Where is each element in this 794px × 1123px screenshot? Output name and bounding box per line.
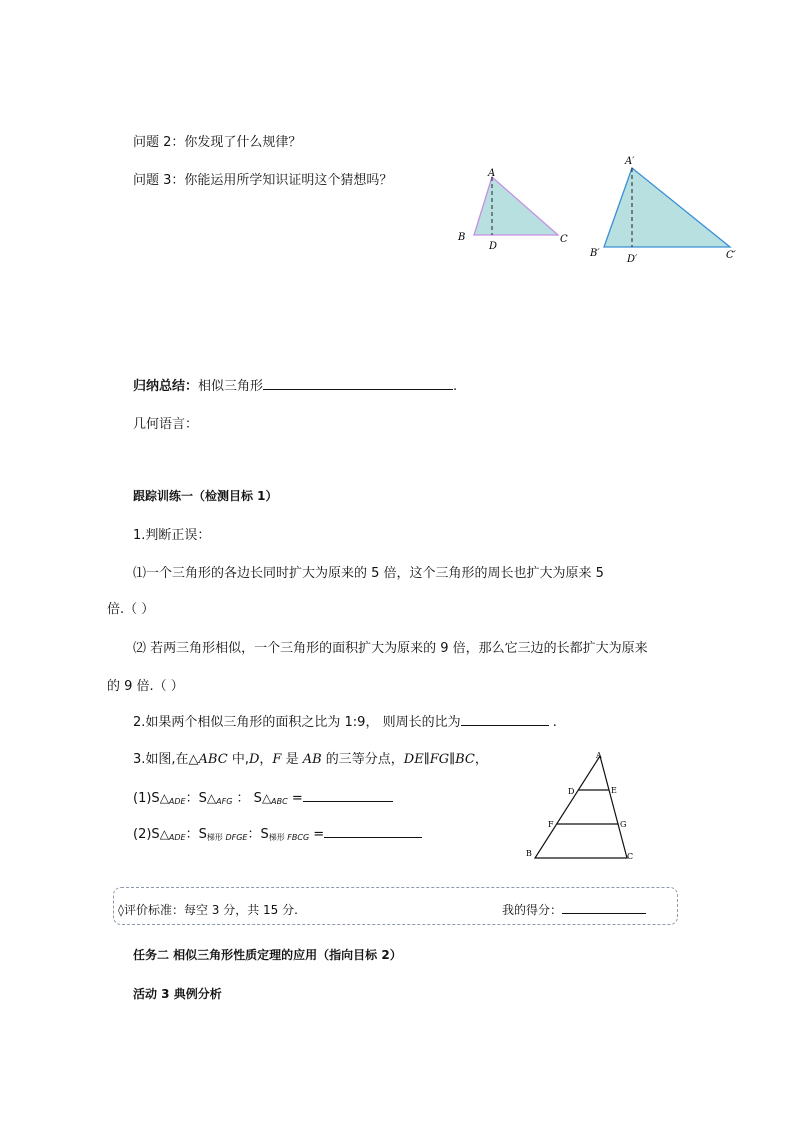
triangle-abc-prime-figure bbox=[585, 150, 750, 265]
item-3-1 bbox=[133, 787, 393, 806]
question-2: 问题 2：你发现了什么规律？ bbox=[133, 135, 302, 150]
q3-1-sub-abc: ABC bbox=[271, 797, 288, 806]
label-a-prime: A′ bbox=[625, 156, 635, 167]
triangle-abc-prime-shape bbox=[604, 168, 730, 247]
item-1-1-line-a: ⑴一个三角形的各边长同时扩大为原来的 5 倍，这个三角形的周长也扩大为原来 5 bbox=[133, 566, 604, 581]
item-1: 1.判断正误： bbox=[133, 528, 211, 543]
q3-2-s3: S bbox=[260, 827, 269, 842]
label-a3: A bbox=[596, 751, 602, 760]
item-3-prefix: 3.如图,在△ bbox=[133, 752, 199, 767]
label-c3: C bbox=[627, 852, 634, 861]
label-e3: E bbox=[611, 786, 617, 795]
evaluation-criteria bbox=[118, 901, 298, 918]
item-3-d: D bbox=[248, 752, 260, 767]
task-2-title: 任务二 相似三角形性质定理的应用（指向目标 2） bbox=[133, 948, 402, 962]
summary-line bbox=[133, 375, 457, 394]
q3-2-label: (2) bbox=[133, 827, 152, 842]
activity-3-title: 活动 3 典例分析 bbox=[133, 987, 222, 1001]
item-3 bbox=[133, 748, 488, 767]
item-2-text: 2.如果两个相似三角形的面积之比为 1:9， 则周长的比为 bbox=[133, 715, 461, 730]
q3-1-label: (1) bbox=[133, 791, 152, 806]
q3-2-trap1: 梯形 bbox=[206, 833, 226, 842]
item-2 bbox=[133, 711, 557, 730]
item-2-blank[interactable] bbox=[461, 713, 549, 726]
outer-triangle bbox=[535, 756, 627, 858]
q3-1-eq: = bbox=[287, 791, 303, 806]
label-d: D bbox=[489, 241, 498, 252]
q3-1-tri3: △ bbox=[261, 791, 272, 805]
item-3-comma: ， bbox=[259, 752, 273, 767]
q3-2-sub-dfge: DFGE bbox=[225, 833, 248, 842]
label-a: A bbox=[488, 168, 496, 179]
item-1-1-line-b: 倍.（ ） bbox=[107, 602, 155, 617]
trisection-triangle-figure bbox=[522, 748, 642, 863]
summary-text: 相似三角形 bbox=[198, 379, 264, 394]
item-1-2-line-a: ⑵ 若两三角形相似，一个三角形的面积扩大为原来的 9 倍，那么它三边的长都扩大为原来 bbox=[133, 641, 648, 656]
question-3: 问题 3：你能运用所学知识证明这个猜想吗？ bbox=[133, 173, 393, 188]
item-3-parallel-relation: DE∥FG∥BC bbox=[403, 752, 475, 767]
score-blank[interactable] bbox=[562, 901, 646, 914]
item-3-abc: ABC bbox=[198, 752, 228, 767]
item-3-mid2: 是 bbox=[281, 752, 303, 767]
label-d-prime: D′ bbox=[627, 254, 638, 265]
label-c-prime: C′ bbox=[726, 250, 736, 261]
item-3-f: F bbox=[272, 752, 282, 767]
q3-2-s2: S bbox=[198, 827, 207, 842]
q3-2-sub-fbcg: FBCG bbox=[287, 833, 310, 842]
q3-2-sep1: ： bbox=[185, 827, 199, 842]
item-3-ab: AB bbox=[302, 752, 322, 767]
label-b: B bbox=[458, 232, 466, 243]
geometry-language: 几何语言： bbox=[133, 417, 199, 432]
q3-1-sub-afg: AFG bbox=[216, 797, 233, 806]
summary-label: 归纳总结： bbox=[133, 379, 199, 394]
q3-1-s2: S bbox=[198, 791, 207, 806]
q3-2-s1: S bbox=[151, 827, 160, 842]
my-score bbox=[502, 901, 646, 918]
diamond-icon: ◊ bbox=[118, 903, 124, 917]
triangle-abc-figure bbox=[450, 165, 580, 255]
q3-2-tri: △ bbox=[159, 827, 169, 841]
q3-1-sep2: ： bbox=[232, 791, 254, 806]
item-3-2 bbox=[133, 823, 422, 843]
q3-1-s1: S bbox=[151, 791, 160, 806]
practice-title: 跟踪训练一（检测目标 1） bbox=[133, 489, 278, 503]
criteria-text: 评价标准：每空 3 分，共 15 分. bbox=[123, 903, 298, 917]
item-3-mid1: 中, bbox=[227, 752, 249, 767]
summary-end: . bbox=[453, 379, 458, 394]
label-c: C bbox=[560, 234, 568, 245]
q3-2-trap2: 梯形 bbox=[268, 833, 288, 842]
item-1-2-line-b: 的 9 倍.（ ） bbox=[107, 679, 184, 694]
label-b3: B bbox=[526, 849, 532, 858]
q3-2-eq: = bbox=[309, 827, 325, 842]
triangle-abc-shape bbox=[474, 177, 558, 235]
label-d3: D bbox=[568, 787, 575, 796]
q3-1-blank[interactable] bbox=[303, 789, 393, 802]
q3-1-s3: S bbox=[253, 791, 262, 806]
label-f3: F bbox=[548, 820, 554, 829]
q3-1-tri2: △ bbox=[206, 791, 217, 805]
q3-1-sub-ade: ADE bbox=[168, 797, 186, 806]
q3-2-blank[interactable] bbox=[324, 825, 422, 838]
score-label: 我的得分： bbox=[502, 903, 563, 917]
item-2-end: . bbox=[548, 715, 557, 730]
summary-blank[interactable] bbox=[263, 377, 453, 390]
label-g3: G bbox=[620, 820, 627, 829]
q3-2-sep2: ： bbox=[247, 827, 261, 842]
q3-1-sep1: ： bbox=[185, 791, 199, 806]
item-3-mid3: 的三等分点， bbox=[321, 752, 404, 767]
q3-2-sub-ade: ADE bbox=[168, 833, 186, 842]
item-3-end: ， bbox=[474, 752, 488, 767]
q3-1-tri1: △ bbox=[159, 791, 169, 805]
label-b-prime: B′ bbox=[590, 248, 600, 259]
